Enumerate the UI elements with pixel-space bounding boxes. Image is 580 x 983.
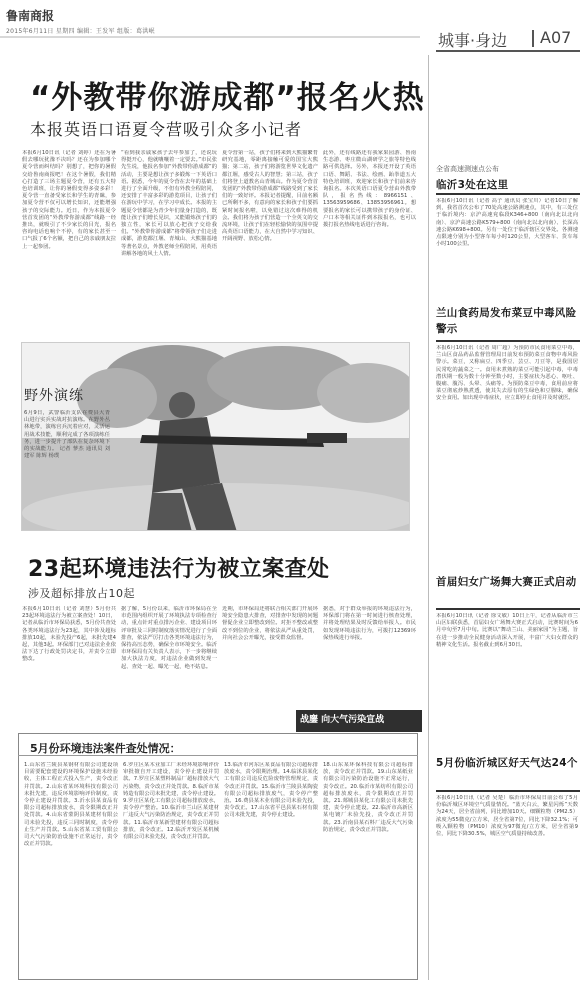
sidebar-1-rule [436, 193, 580, 195]
main-story-column-2: “看到我亲戚家孩子去年参加了，还说玩得挺开心，他就嚷嚷着一定要去。”市民张先生说，他报名参加“外教带你游成都”的活动，主要是想让孩子多锻炼一下英语口语。据悉，今年的夏令营在去年的基础上进行了全面升级，不但有外教全程陪同，还安排了丰富多彩的游览项目，让孩子们在游玩中学习，在学习中成长。本报的主题夏令营都是为青少年们量身打造的，既能让孩子们增长见识，又能锻炼孩子们的独立性，家长可以放心把孩子交给我们。“外教带你游成都”将带领孩子们走进成都，游览都江堰、青城山、大熊猫基地等著名景点，外教老师全程陪同，用英语讲解各地的风土人情。 [121, 150, 217, 257]
photo-caption-title: 野外演练 [24, 388, 84, 404]
violations-column-4: 18.山东某环保科技有限公司超标排放，责令改正并罚款。19.山东某纸业有限公司污染防治设施不正常运行，责令改正。20.临沂市某纺织有限公司超标排放废水，责令限期改正并罚款。21.郯城县某化工有限公司未批先建，责令停止建设。22.临沂市高新区某电镀厂未验先投，责令改正并罚款。23.沂南县某石料厂违反大气污染防治规定，责令改正并罚款。 [323, 762, 413, 833]
second-headline: 23起环境违法行为被立案查处 [28, 557, 330, 582]
violations-title: 5月份环境违法案件查处情况： [30, 742, 181, 755]
column-separator [428, 55, 429, 980]
ad-banner-text: 战鏖 向大气污染宣战 [300, 715, 385, 725]
main-subhead: 本报英语口语夏令营吸引众多小记者 [30, 120, 303, 139]
sidebar-2-body: 本报6月10日讯（记者 周广超）为预防市民食用菜豆中毒，兰山区食品药品监督管理局日前发布预防菜豆食物中毒风险警示。菜豆，又称扁豆、四季豆、芸豆、刀豆等，是我国居民常吃的蔬菜之一。食用未煮熟的菜豆可能引起中毒，中毒潜伏期一般为数十分钟至数小时，主要症状为恶心、呕吐、腹痛、腹泻、头晕、头痛等。为预防菜豆中毒，食用前应将菜豆彻底炒熟煮透，使其失去原有的生绿色和豆腥味，确保安全食用。如出现中毒症状，应立即停止食用并及时就医。 [436, 345, 578, 402]
masthead-meta: 2015年6月11日 星期四 编辑：王发军 组版：葛洪岷 [6, 28, 155, 35]
second-story-column-4: 据悉，对于群众举报的环境违法行为，环保部门将在第一时间进行核查处理，并将处理结果及时反馈给举报人。市民如发现环境违法行为，可拨打12369环保热线进行举报。 [323, 606, 416, 641]
sidebar-3-body: 本报6月10日讯（记者 徐文敏）10日上午，记者从临沂市兰山区妇联获悉，首届妇女广场舞大赛正式启动，比赛时间为6月中旬至7月中旬。比赛以“舞动兰山、美丽家园”为主题，旨在进一步推动全民健身活动深入开展，丰富广大妇女群众的精神文化生活。报名截止到6月30日。 [436, 613, 578, 648]
sidebar-4-headline: 5月份临沂城区好天气达24个 [436, 757, 578, 769]
sidebar-4-body: 本报6月10日讯（记者 吴楚）临沂市环保局日前公布了5月份临沂城区环境空气质量情况。“蓝天白云，繁星闪烁”天数为24天，居全省前列，同比增加10天。细颗粒物（PM2.5）浓度为55微克/立方米，居全省第7位，同比下降32.1%；可吸入颗粒物（PM10）浓度为97微克/立方米，居全省第9位，同比下降30.5%，城区空气质量持续改善。 [436, 795, 578, 838]
violations-column-2: 6.罗庄区某木业加工厂未经环境影响评价审批擅自开工建设，责令停止建设并罚款。7.罗庄区某塑料制品厂超标排放大气污染物，责令改正并处罚款。8.临沂市某铸造有限公司未批先建，责令停止建设。9.罗庄区某化工有限公司超标排放废水，责令停产整治。10.临沂市兰山区某建材厂违反大气污染防治规定，责令改正并罚款。11.临沂市某新型建材有限公司超标排放，责令改正。12.临沂开发区某机械有限公司未验先投，责令改正并罚款。 [123, 762, 219, 841]
main-story-column-1: 本报6月10日讯（记者 刘婷）还在为暑假去哪玩犹豫不决吗？还在为参加哪个夏令营而纠结吗？别想了，把你的暑假交给鲁南商报吧！在这个暑假，我们精心打造了三场主题夏令营，还有五大特色培训班，让你的暑假变得多姿多彩！夏令营一直备受家长和学生的青睐，参加夏令营不仅可以增长知识，还能增强孩子的交际能力。近日，作为本报夏令营首发团的“外教带你游成都”线路一经推出，就吸引了不少家长的目光，报名咨询电话也响个不停，有的家长甚至一口气报了6个名额，把自己的亲戚朋友拉上一起参团。 [22, 150, 116, 250]
violations-column-1: 1.山东省兰陵县某钢材有限公司建设项目需要配套建设的环境保护设施未经验收，主体工程正式投入生产，责令改正并罚款。2.山东省某环境科技有限公司未批先建，违反环境影响评价制度，责令停止建设并罚款。3.沂水县某食品有限公司超标排放废水，责令限期改正并处罚款。4.山东省蒙阴县某建材有限公司未验先投，违反三同时制度，责令停止生产并罚款。5.山东省某工贸有限公司大气污染防治设施不正常运行，责令改正并罚款。 [24, 762, 118, 848]
second-story-column-2: 据了解，5月份以来，临沂市环保局在全市范围内组织开展了环境执法专项检查行动，重点针对重点排污企业、建设项目环评审批及三同时制度落实情况进行了全面排查，依法严厉打击各类环境违法行为，保持高压态势，确保全市环境安全。临沂市环保局有关负责人表示，下一步将继续加大执法力度，对违法企业做到发现一起、查处一起、曝光一起，绝不姑息。 [121, 606, 217, 670]
section-separator [532, 30, 534, 47]
section-label: 城事·身边 [438, 31, 508, 50]
sidebar-1-body: 本报6月10日讯（记者 高子 通讯员 张宝川）记者10日了解到，我省首次公布了70处高速公路测速点，其中，有三处位于临沂境内：京沪高速兖临段K346+800（南向北以北向南）、京沪高速公路K579+800（南向北以北向南）、长深高速公路K698+800。另有一处位于临沂辖区交界处。各测速点限速分别为小型客车每小时120公里，大型客车、货车每小时100公里。 [436, 198, 578, 248]
sidebar-3-headline: 首届妇女广场舞大赛正式启动 [436, 576, 577, 588]
violations-divider [18, 755, 418, 756]
section-rule [436, 50, 580, 52]
sidebar-1-headline: 临沂3处在这里 [436, 179, 509, 191]
second-story-column-3: 近期，市环保局还将联合相关部门开展环境安全隐患大排查，对排查中发现的问题督促企业立即整改到位。对拒不整改或整改不到位的企业，将依法从严从重处罚，并向社会公开曝光，接受群众监督。 [222, 606, 318, 641]
violations-column-3: 13.临沂市河东区某食品有限公司超标排放废水，责令限期治理。14.临沭县某化工有限公司违反危险废物管理规定，责令改正并罚款。15.临沂市兰陵县某陶瓷有限公司超标排放废气，责令停产整治。16.费县某木业有限公司未验先投，责令改正。17.山东省平邑县某石材有限公司未批先建，责令停止建设。 [224, 762, 318, 819]
main-story-column-3: 夏令营第一站，孩子们将来到大熊猫繁育研究基地，零距离接触可爱的国宝大熊猫；第二站，孩子们将游览世界文化遗产都江堰，感受古人的智慧；第三站，孩子们将登上道教名山青城山。作为夏令营首发团的“外教带你游成都”线路受到了家长们的一致好评。本报记者提醒，目前名额已所剩不多，有意向的家长和孩子们要抓紧时间报名啦，以免错过这次难得的机会。我们将为孩子们营造一个全英文的交流环境，让孩子们在轻松愉快的氛围中提高英语口语能力，在大自然中学习知识、开阔视野、放松心情。 [222, 150, 318, 243]
sidebar-3-rule [436, 608, 580, 610]
sidebar-1-kicker: 全省高速测速点公布 [436, 165, 499, 173]
second-story-column-1: 本报6月10日讯（记者 刘慧）5月份共23起环境违法行为被立案查处！10日，记者从临沂市环保局获悉，5月份共查处各类环境违法行为23起，其中涉及超标排放10起，未验先投产6起，未批先建4起，其他3起。环保部门已对违法企业依法下达了行政处罚决定书，并责令立即整改。 [22, 606, 116, 663]
sidebar-2-headline: 兰山食药局发布菜豆中毒风险警示 [436, 307, 577, 335]
masthead-name: 鲁南商报 [6, 9, 55, 23]
masthead-divider [0, 36, 420, 38]
photo-caption: 6月9日，武警临沂支队在费县大青山进行实兵实战对抗演练。在野外丛林地带，演练官兵沉着应对，灵活运用战术技能，顺利完成了各项演练任务，进一步提升了部队在复杂环境下的实战能力。 记者 蓼杰 通讯员 刘建军 陈辉 杨璞 [24, 410, 110, 460]
main-headline: “外教带你游成都”报名火热 [30, 80, 425, 116]
page-number: A07 [540, 28, 572, 47]
sidebar-2-rule [436, 340, 580, 342]
main-story-column-4: 此外，还有线路还有我家果园游、鲁南生态游、枣庄微山湖研学之旅等特色线路可供选择。另外，本报还开设了英语口语、舞蹈、书法、绘画、跆拳道五大特色培训班，欢迎家长和孩子们前来咨询报名。本次英语口语夏令营由外教带队，报名热线：8966151、13563959686、13853956961。想要报名的家长可以携带孩子的身份证、户口本等相关证件到本报报名，也可以拨打报名热线电话进行咨询。 [323, 150, 416, 229]
second-subhead: 涉及超标排放占10起 [28, 587, 135, 600]
sidebar-4-rule [436, 790, 580, 792]
